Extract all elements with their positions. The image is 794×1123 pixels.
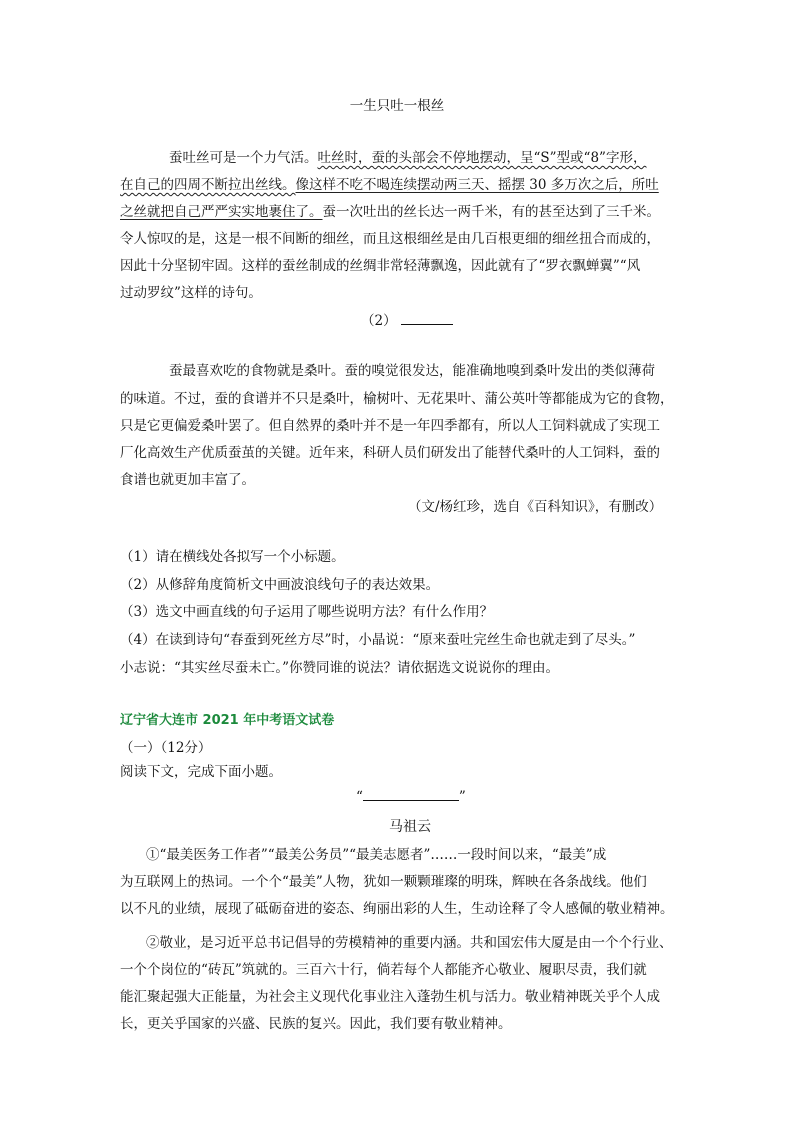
article-title: 一生只吐一根丝 <box>349 98 445 114</box>
paragraph-line <box>120 175 659 195</box>
paragraph-line: 的味道。不过，蚕的食谱并不只是桑叶，榆树叶、无花果叶、蒲公英叶等都能成为它的食物， <box>120 391 674 407</box>
answer-blank <box>401 312 453 325</box>
paragraph-line: 食谱也就更加丰富了。 <box>120 472 255 488</box>
article-author: 马祖云 <box>389 819 431 835</box>
article-title-blank <box>356 787 466 807</box>
source-citation: （文/杨红珍，选自《百科知识》，有删改） <box>408 499 663 515</box>
paragraph-line: 能汇聚起强大正能量，为社会主义现代化事业注入蓬勃生机与活力。敬业精神既关乎个人成 <box>120 989 660 1005</box>
paragraph-line: 以不凡的业绩，展现了砥砺奋进的姿态、绚丽出彩的人生，生动诠释了令人感佩的敬业精神。 <box>120 901 674 917</box>
question-4-continued: 小志说：“其实丝尽蚕未亡。”你赞同谁的说法？请依据选文说说你的理由。 <box>120 660 560 676</box>
paragraph-line: 一个个岗位的“砖瓦”筑就的。三百六十行，倘若每个人都能齐心敬业、履职尽责，我们就 <box>120 962 647 978</box>
instruction-text: 阅读下文，完成下面小题。 <box>120 764 282 780</box>
plain-text: 蚕一次吐出的丝长达一两千米，有的甚至达到了三千米。 <box>322 204 660 220</box>
paragraph-line: 为互联网上的热词。一个个“最美”人物，犹如一颗颗璀璨的明珠，辉映在各条战线。他们 <box>120 874 647 890</box>
subheading-number: （2） <box>361 313 397 329</box>
paragraph-line: ②敬业，是习近平总书记倡导的劳模精神的重要内涵。共和国宏伟大厦是由一个个行业、 <box>146 935 673 951</box>
plain-text: 蚕吐丝可是一个力气活。 <box>169 150 318 166</box>
close-quote: ” <box>458 789 466 805</box>
paragraph-line: 厂化高效生产优质蚕茧的关键。近年来，科研人员们研发出了能替代桑叶的人工饲料，蚕的 <box>120 445 660 461</box>
straight-underlined-text: 像这样不吃不喝连续摆动两三天、摇摆 30 多万次之后，所吐 <box>295 177 659 193</box>
open-quote: “ <box>356 789 363 805</box>
section-label: （一）（12分） <box>120 740 212 756</box>
paragraph-line: 长，更关乎国家的兴盛、民族的复兴。因此，我们要有敬业精神。 <box>120 1016 512 1032</box>
paragraph-line: ①“最美医务工作者”“最美公务员”“最美志愿者”……一段时间以来，“最美”成 <box>146 847 607 863</box>
paragraph-line <box>120 202 660 222</box>
wavy-underlined-text: 吐丝时，蚕的头部会不停地摆动，呈“S”型或“8”字形， <box>317 150 647 166</box>
paragraph-line: 过动罗纹”这样的诗句。 <box>120 285 262 301</box>
wavy-underlined-text: 在自己的四周不断拉出丝线。 <box>120 177 296 193</box>
question-1: （1）请在横线处各拟写一个小标题。 <box>120 549 345 565</box>
subheading-blank <box>361 311 453 331</box>
question-3: （3）选文中画直线的句子运用了哪些说明方法？有什么作用？ <box>120 604 494 620</box>
title-answer-blank <box>363 788 459 801</box>
paragraph-line <box>169 148 646 168</box>
exam-heading: 辽宁省大连市 2021 年中考语文试卷 <box>120 713 335 728</box>
straight-underlined-text: 之丝就把自己严严实实地裹住了。 <box>120 204 323 220</box>
paragraph-line: 因此十分坚韧牢固。这样的蚕丝制成的丝绸非常轻薄飘逸，因此就有了“罗衣飘蝉翼”“风 <box>120 258 641 274</box>
paragraph-line: 令人惊叹的是，这是一根不间断的细丝，而且这根细丝是由几百根更细的细丝扭合而成的， <box>120 231 660 247</box>
paragraph-line: 只是它更偏爱桑叶罢了。但自然界的桑叶并不是一年四季都有，所以人工饲料就成了实现工 <box>120 418 660 434</box>
paragraph-line: 蚕最喜欢吃的食物就是桑叶。蚕的嗅觉很发达，能准确地嗅到桑叶发出的类似薄荷 <box>169 363 655 379</box>
question-4: （4）在读到诗句“春蚕到死丝方尽”时，小晶说：“原来蚕吐完丝生命也就走到了尽头。” <box>120 632 636 648</box>
question-2: （2）从修辞角度简析文中画波浪线句子的表达效果。 <box>120 577 440 593</box>
